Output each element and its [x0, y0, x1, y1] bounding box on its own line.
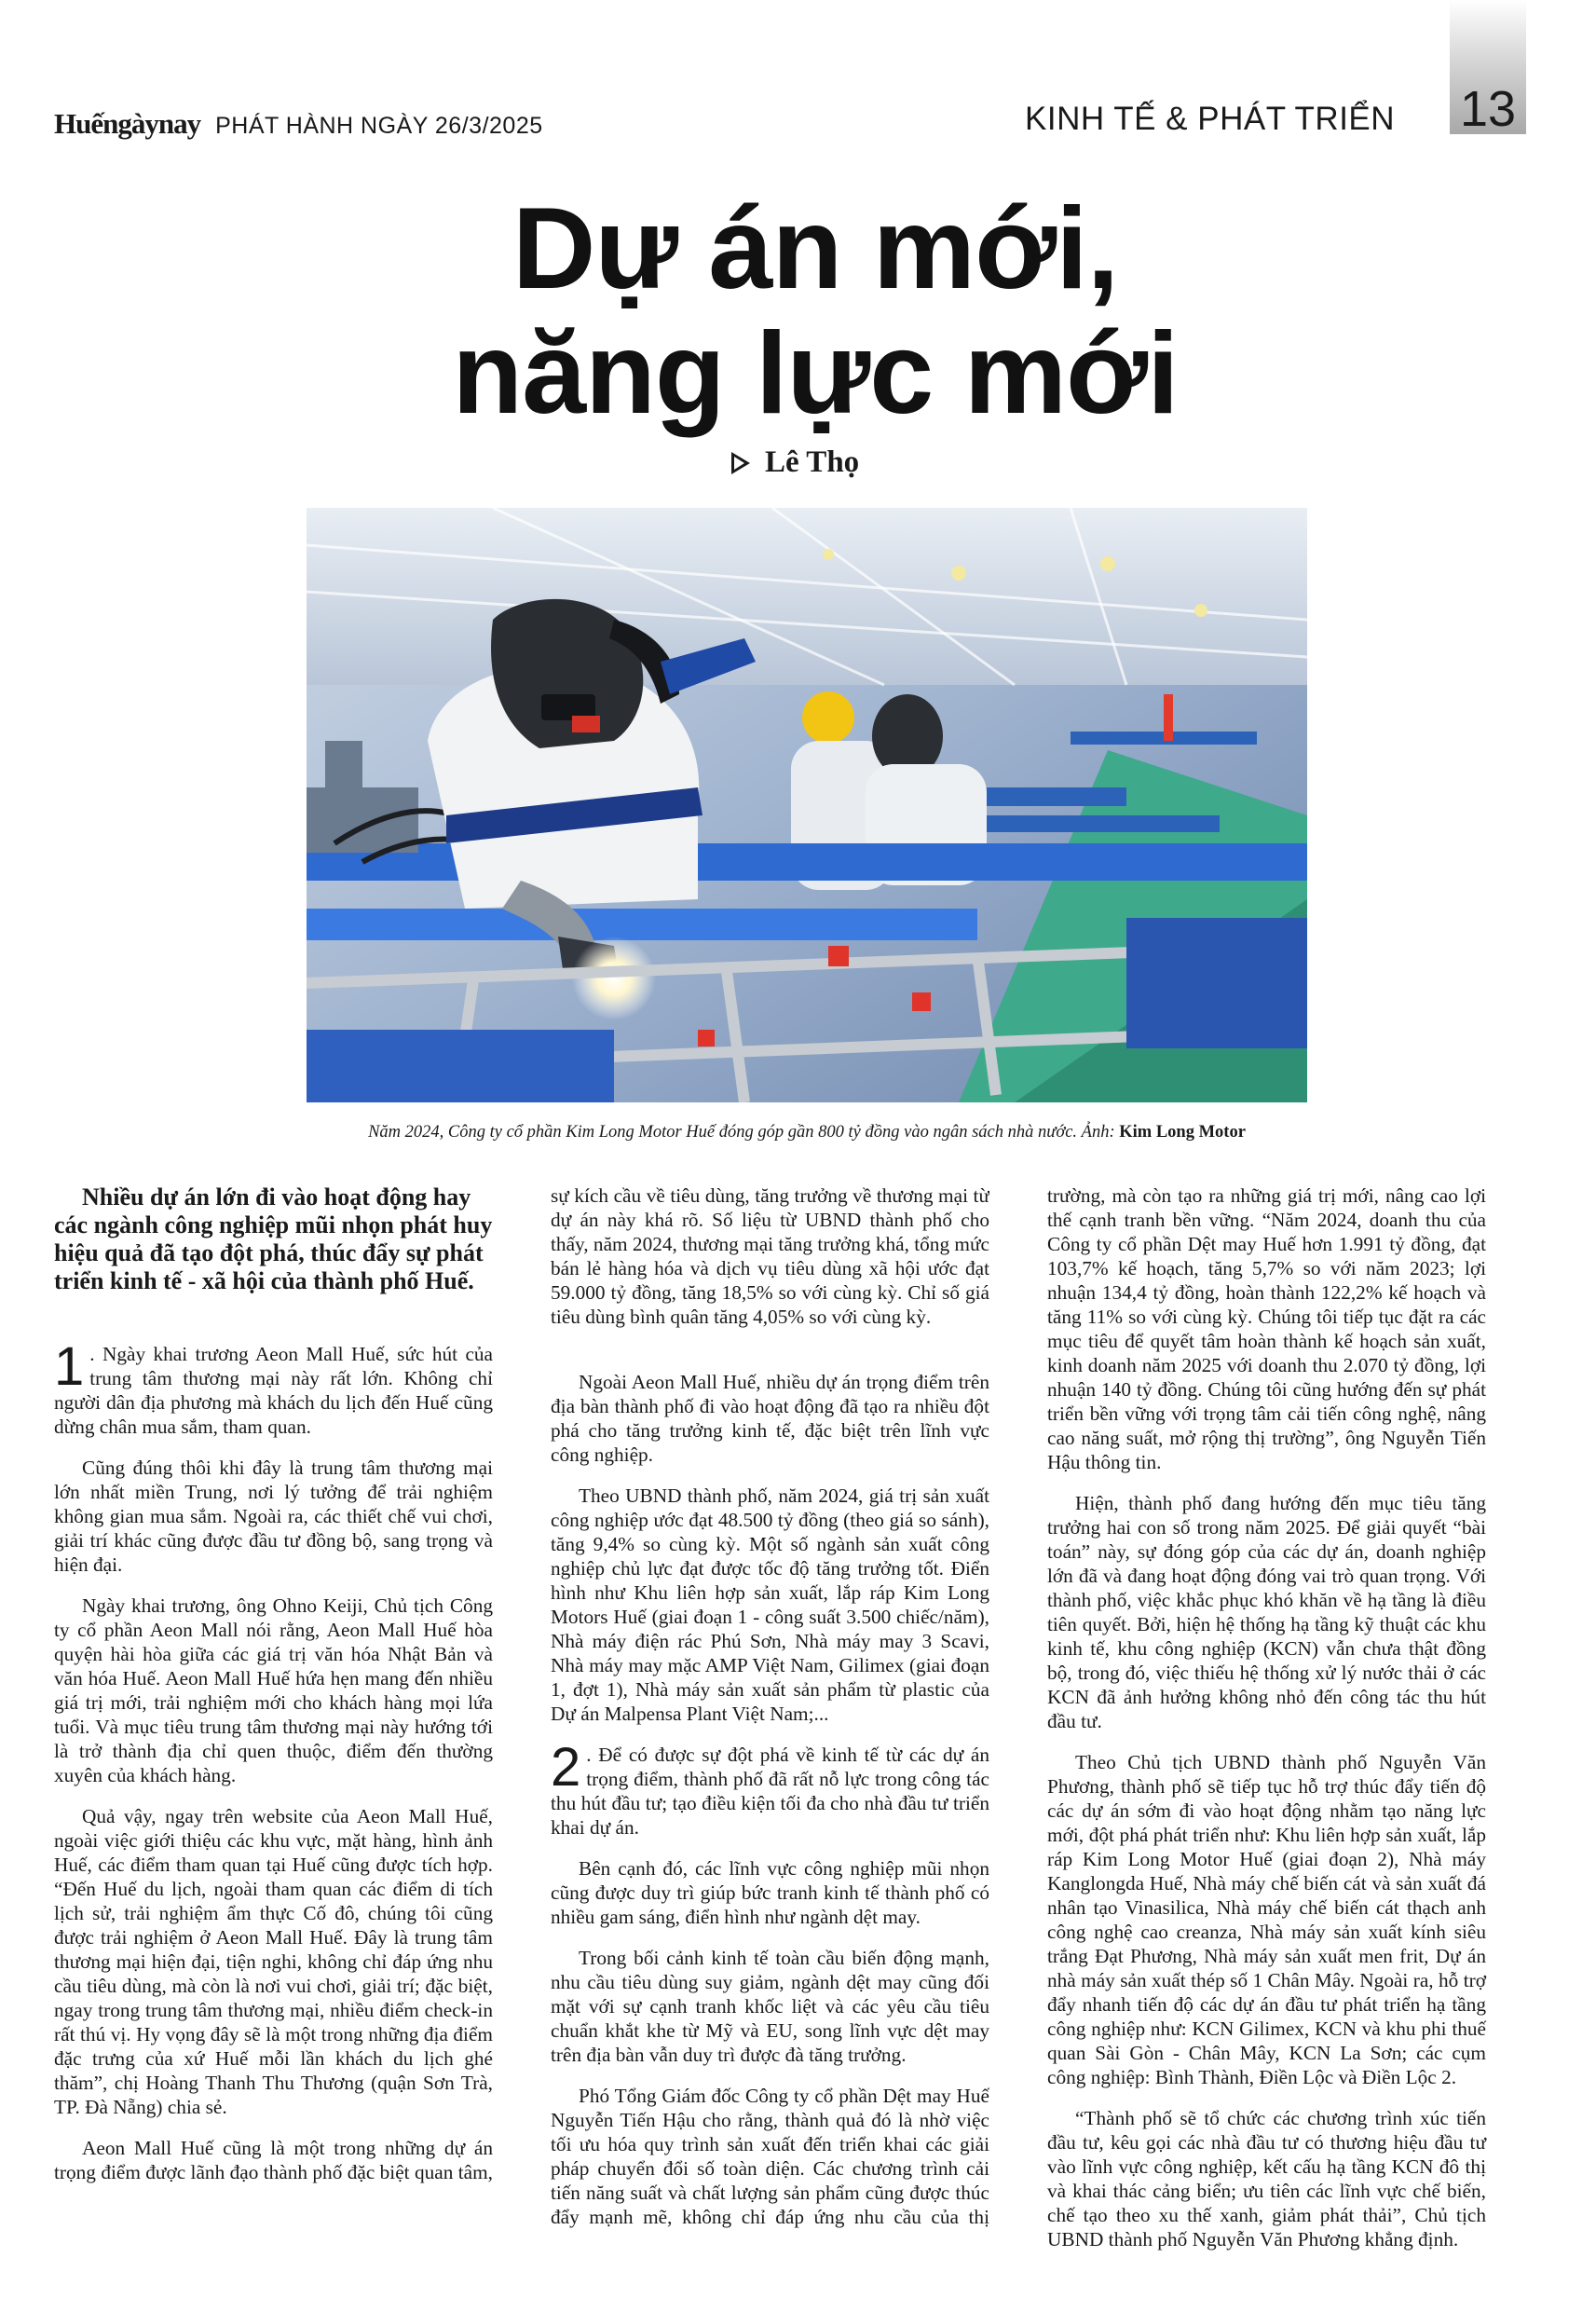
- paragraph: Theo Chủ tịch UBND thành phố Nguyễn Văn Phương, thành phố sẽ tiếp tục hỗ trợ thúc đẩy tiến độ các dự án sớm đi vào hoạt động nhằm tạo năng lực mới, đột phá phát triển như: Khu liên hợp sản xuất, lắp ráp Kim Long Motor Huế (giai đoạn 2), Nhà máy Kanglongda Huế, Nhà máy chế biến cát và sản xuất đá nhân tạo Vinasilica, Nhà máy chế biến cát thạch anh công nghệ cao creanza, Nhà máy sản xuất kính siêu trắng Đạt Phương, Nhà máy sản xuất men frit, Dự án nhà máy sản xuất thép số 1 Chân Mây. Ngoài ra, hỗ trợ đẩy nhanh tiến độ các dự án đầu tư phát triển hạ tầng công nghiệp như: KCN Gilimex, KCN và khu phi thuế quan Sài Gòn - Chân Mây, KCN La Sơn; các cụm công nghiệp: Bình Thành, Điền Lộc và Điền Lộc 2.: [1047, 1751, 1486, 2088]
- section-2-paragraph: 2 . Để có được sự đột phá về kinh tế từ các dự án trọng điểm, thành phố đã rất nỗ lực trong công tác thu hút đầu tư; tạo điều kiện tối đa cho nhà đầu tư triển khai dự án.: [551, 1737, 989, 1839]
- photo-caption: [307, 1123, 1307, 1142]
- issue-date: PHÁT HÀNH NGÀY 26/3/2025: [215, 113, 543, 139]
- headline-line-1: Dự án mới,: [512, 185, 1119, 313]
- paragraph: Theo UBND thành phố, năm 2024, giá trị sản xuất công nghiệp ước đạt 48.500 tỷ đồng (theo giá so sánh), tăng 9,4% so cùng kỳ. Một số ngành sản xuất công nghiệp chủ lực đạt được tốc độ tăng trưởng tốt. Điển hình như Khu liên hợp sản xuất, lắp ráp Kim Long Motors Huế (giai đoạn 1 - công suất 3.500 chiếc/năm), Nhà máy điện rác Phú Sơn, Nhà máy may 3 Scavi, Nhà máy may mặc AMP Việt Nam, Gilimex (giai đoạn 1, đợt 1), Nhà máy sản xuất sản phẩm từ plastic của Dự án Malpensa Plant Việt Nam;...: [551, 1484, 989, 1725]
- photo-credit: Kim Long Motor: [1119, 1123, 1246, 1142]
- paragraph: Phó Tổng Giám đốc Công ty cổ phần Dệt may Huế Nguyễn Tiến Hậu cho rằng, thành quả đó là nhờ việc tối ưu hóa quy trình sản xuất đến triển khai các giải pháp chuyển đổi số toàn diện. Các chương trình cải tiến năng suất và chất lượng sản phẩm cũng được thúc đẩy mạnh mẽ, không chỉ đáp ứng nhu cầu của thị: [551, 2085, 989, 2228]
- paragraph-continued: sự kích cầu về tiêu dùng, tăng trưởng về thương mại từ dự án này khá rõ. Số liệu từ UBND thành phố cho thấy, năm 2024, thương mại tăng trưởng khá, tổng mức bán lẻ hàng hóa và dịch vụ tiêu dùng xã hội ước đạt 59.000 tỷ đồng, tăng 18,5% so với cùng kỳ. Chỉ số giá tiêu dùng bình quân tăng 4,05% so với cùng kỳ.: [551, 1184, 989, 1328]
- paragraph: “Thành phố sẽ tổ chức các chương trình xúc tiến đầu tư, kêu gọi các nhà đầu tư có thương hiệu đầu tư vào lĩnh vực công nghiệp, kết cấu hạ tầng KCN đô thị và khai thác cảng biển; ưu tiên các lĩnh vực chế biến, chế tạo theo xu thế xanh, giảm phát thải”, Chủ tịch UBND thành phố Nguyễn Văn Phương khẳng định.: [1047, 2107, 1486, 2250]
- paragraph: Bên cạnh đó, các lĩnh vực công nghiệp mũi nhọn cũng được duy trì giúp bức tranh kinh tế thành phố có nhiều gam sáng, điển hình như ngành dệt may.: [551, 1857, 989, 1928]
- play-arrow-icon: [731, 452, 750, 474]
- article-column-3: [1047, 1183, 1486, 2268]
- headline-line-2: năng lực mới: [452, 309, 1179, 438]
- section-1-number: 1: [54, 1336, 85, 1397]
- section-1-paragraph: 1 . Ngày khai trương Aeon Mall Huế, sức hút của trung tâm thương mại này rất lớn. Không chỉ người dân địa phương mà khách du lịch đến Huế cũng dừng chân mua sắm, tham quan.: [54, 1336, 493, 1438]
- masthead: [54, 107, 543, 141]
- paragraph: Hiện, thành phố đang hướng đến mục tiêu tăng trưởng hai con số trong năm 2025. Để giải quyết “bài toán” này, sự đóng góp của các dự án, doanh nghiệp lớn đã và đang hoạt động đóng vai trò quan trọng. Với thành phố, việc khắc phục khó khăn về hạ tầng là điều tiên quyết. Bởi, hiện hệ thống hạ tầng kỹ thuật các khu kinh tế, khu công nghiệp (KCN) vẫn chưa thật đồng bộ, trong đó, việc thiếu hệ thống xử lý nước thải ở các KCN đã ảnh hưởng không nhỏ đến công tác thu hút đầu tư.: [1047, 1492, 1486, 1732]
- paragraph: Aeon Mall Huế cũng là một trong những dự án trọng điểm được lãnh đạo thành phố đặc biệt quan tâm,: [54, 2137, 493, 2183]
- paragraph: Trong bối cảnh kinh tế toàn cầu biến động mạnh, nhu cầu tiêu dùng suy giảm, ngành dệt may cũng đối mặt với sự cạnh tranh khốc liệt và các yêu cầu tiêu chuẩn khắt khe từ Mỹ và EU, song lĩnh vực dệt may trên địa bàn vẫn duy trì được đà tăng trưởng.: [551, 1947, 989, 2066]
- article-headline: [280, 186, 1351, 436]
- paragraph: Ngoài Aeon Mall Huế, nhiều dự án trọng điểm trên địa bàn thành phố đi vào hoạt động đã tạo ra nhiều đột phá cho tăng trưởng kinh tế, đặc biệt trên lĩnh vực công nghiệp.: [551, 1371, 989, 1466]
- paragraph: Quả vậy, ngay trên website của Aeon Mall Huế, ngoài việc giới thiệu các khu vực, mặt hàng, hình ảnh Huế, các điểm tham quan tại Huế cũng được tích hợp. “Đến Huế du lịch, ngoài tham quan các điểm di tích lịch sử, trải nghiệm ẩm thực Cố đô, chúng tôi cũng được trải nghiệm ở Aeon Mall Huế. Đây là trung tâm thương mại hiện đại, tiện nghi, không chỉ đáp ứng nhu cầu tiêu dùng, mà còn là nơi vui chơi, giải trí; đặc biệt, ngay trong trung tâm thương mại, nhiều điểm check-in rất thú vị. Hy vọng đây sẽ là một trong những địa điểm đặc trưng của xứ Huế mỗi lần khách du lịch ghé thăm”, chị Hoàng Thanh Thu Thương (quận Sơn Trà, TP. Đà Nẵng) chia sẻ.: [54, 1805, 493, 2118]
- section-title: KINH TẾ & PHÁT TRIỂN: [1025, 101, 1396, 137]
- page-number: 13: [1459, 81, 1517, 137]
- section-2-number: 2: [551, 1737, 581, 1798]
- article-column-1: [54, 1183, 493, 2201]
- article-column-2: [551, 1183, 989, 2246]
- article-photo-factory-welder: [307, 508, 1307, 1102]
- paragraph-continued: trường, mà còn tạo ra những giá trị mới, nâng cao lợi thế cạnh tranh bền vững. “Năm 2024, doanh thu của Công ty cổ phần Dệt may Huế hơn 1.991 tỷ đồng, đạt 103,7% kế hoạch, tăng 5,7% so với năm 2023; lợi nhuận 134,4 tỷ đồng, hoàn thành 122,2% kế hoạch và tăng 11% so với cùng kỳ. Chúng tôi tiếp tục đặt ra các mục tiêu để quyết tâm hoàn thành kế hoạch sản xuất, kinh doanh năm 2025 với doanh thu 2.070 tỷ đồng, lợi nhuận 140 tỷ đồng. Chúng tôi cũng hướng đến sự phát triển bền vững với trọng tâm cải tiến công nghệ, nâng cao năng suất, mở rộng thị trường”, ông Nguyễn Tiến Hậu thông tin.: [1047, 1184, 1486, 1473]
- photo-caption-text: Năm 2024, Công ty cổ phần Kim Long Motor Huế đóng góp gần 800 tỷ đồng vào ngân sách nhà nước. Ảnh:: [368, 1123, 1120, 1142]
- paragraph: Cũng đúng thôi khi đây là trung tâm thương mại lớn nhất miền Trung, nơi lý tưởng để trải nghiệm không gian mua sắm. Ngoài ra, các thiết chế vui chơi, giải trí khác cũng được đầu tư đồng bộ, sang trọng và hiện đại.: [54, 1457, 493, 1576]
- newspaper-logo: Huếngàynay: [54, 107, 201, 140]
- byline: [731, 445, 859, 480]
- author-name: Lê Thọ: [765, 445, 860, 479]
- paragraph: Ngày khai trương, ông Ohno Keiji, Chủ tịch Công ty cổ phần Aeon Mall nói rằng, Aeon Mall Huế hòa quyện hài hòa giữa các giá trị văn hóa Nhật Bản và văn hóa Huế. Aeon Mall Huế hứa hẹn mang đến nhiều giá trị mới, trải nghiệm mới cho khách hàng mọi lứa tuổi. Và mục tiêu trung tâm thương mại này hướng tới là trở thành địa chỉ quen thuộc, điểm đến thường xuyên của khách hàng.: [54, 1594, 493, 1786]
- article-lead: Nhiều dự án lớn đi vào hoạt động hay các ngành công nghiệp mũi nhọn phát huy hiệu quả đã tạo đột phá, thúc đẩy sự phát triển kinh tế - xã hội của thành phố Huế.: [54, 1183, 493, 1294]
